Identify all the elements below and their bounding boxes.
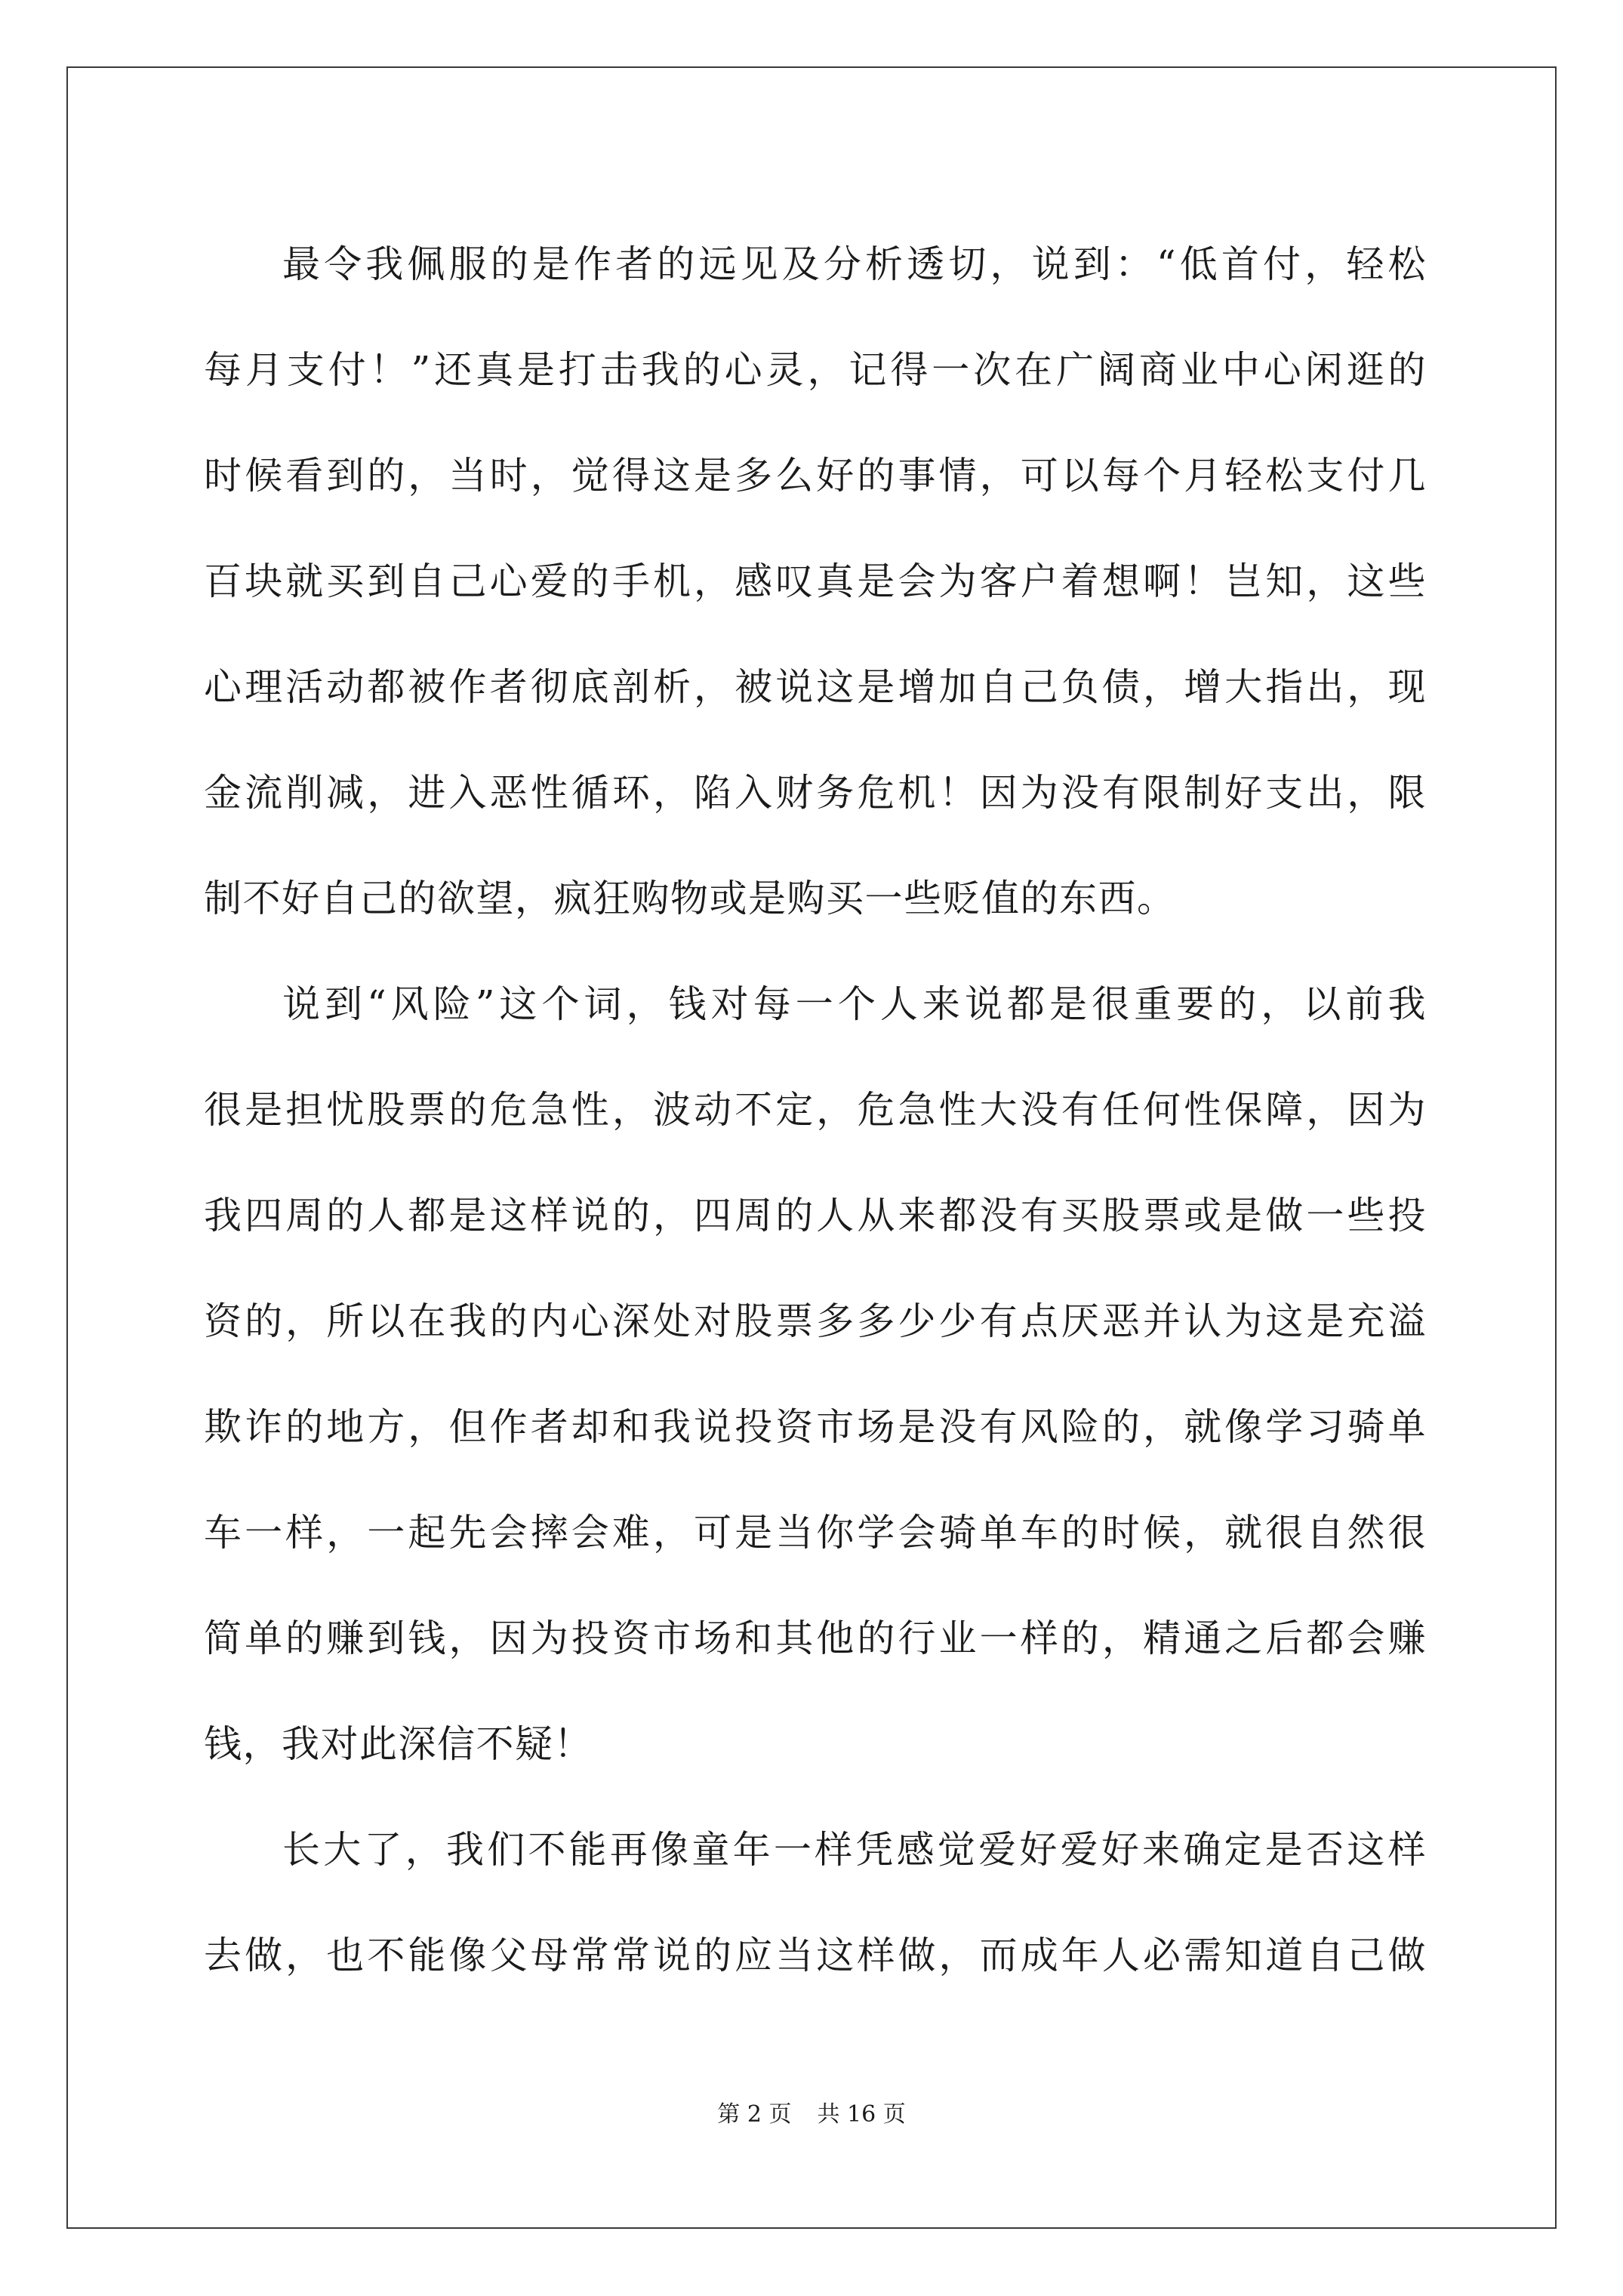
paragraph-1-line-6: 金流削减，进入恶性循环，陷入财务危机！因为没有限制好支出，限	[204, 771, 1427, 815]
paragraph-2-line-8: 钱，我对此深信不疑！	[204, 1722, 593, 1766]
paragraph-2-line-2: 很是担忧股票的危急性，波动不定，危急性大没有任何性保障，因为	[204, 1088, 1427, 1132]
paragraph-1-line-7: 制不好自己的欲望，疯狂购物或是购买一些贬值的东西。	[204, 877, 1176, 920]
paragraph-1-line-2: 每月支付！”还真是打击我的心灵，记得一次在广阔商业中心闲逛的	[204, 348, 1427, 392]
paragraph-1-line-4: 百块就买到自己心爱的手机，感叹真是会为客户着想啊！岂知，这些	[204, 559, 1427, 603]
paragraph-2-line-7: 简单的赚到钱，因为投资市场和其他的行业一样的，精通之后都会赚	[204, 1616, 1427, 1660]
paragraph-2-line-3: 我四周的人都是这样说的，四周的人从来都没有买股票或是做一些投	[204, 1194, 1427, 1237]
document-body	[204, 211, 1427, 2008]
paragraph-2-line-6: 车一样，一起先会摔会难，可是当你学会骑单车的时候，就很自然很	[204, 1511, 1427, 1555]
paragraph-2-line-1: 说到“风险”这个词，钱对每一个人来说都是很重要的，以前我	[282, 982, 1427, 1026]
page-number-total: 共 16 页	[817, 2101, 906, 2128]
page-number-current: 第 2 页	[717, 2101, 792, 2128]
page-footer	[0, 2100, 1623, 2130]
paragraph-1-line-5: 心理活动都被作者彻底剖析，被说这是增加自己负债，增大指出，现	[204, 665, 1427, 709]
paragraph-1-line-3: 时候看到的，当时，觉得这是多么好的事情，可以每个月轻松支付几	[204, 454, 1427, 498]
paragraph-3-line-1: 长大了，我们不能再像童年一样凭感觉爱好爱好来确定是否这样	[282, 1828, 1427, 1872]
paragraph-2-line-5: 欺诈的地方，但作者却和我说投资市场是没有风险的，就像学习骑单	[204, 1405, 1427, 1449]
paragraph-2-line-4: 资的，所以在我的内心深处对股票多多少少有点厌恶并认为这是充溢	[204, 1299, 1427, 1343]
paragraph-3-line-2: 去做，也不能像父母常常说的应当这样做，而成年人必需知道自己做	[204, 1934, 1427, 1977]
paragraph-1-line-1: 最令我佩服的是作者的远见及分析透切，说到：“低首付，轻松	[282, 242, 1427, 286]
